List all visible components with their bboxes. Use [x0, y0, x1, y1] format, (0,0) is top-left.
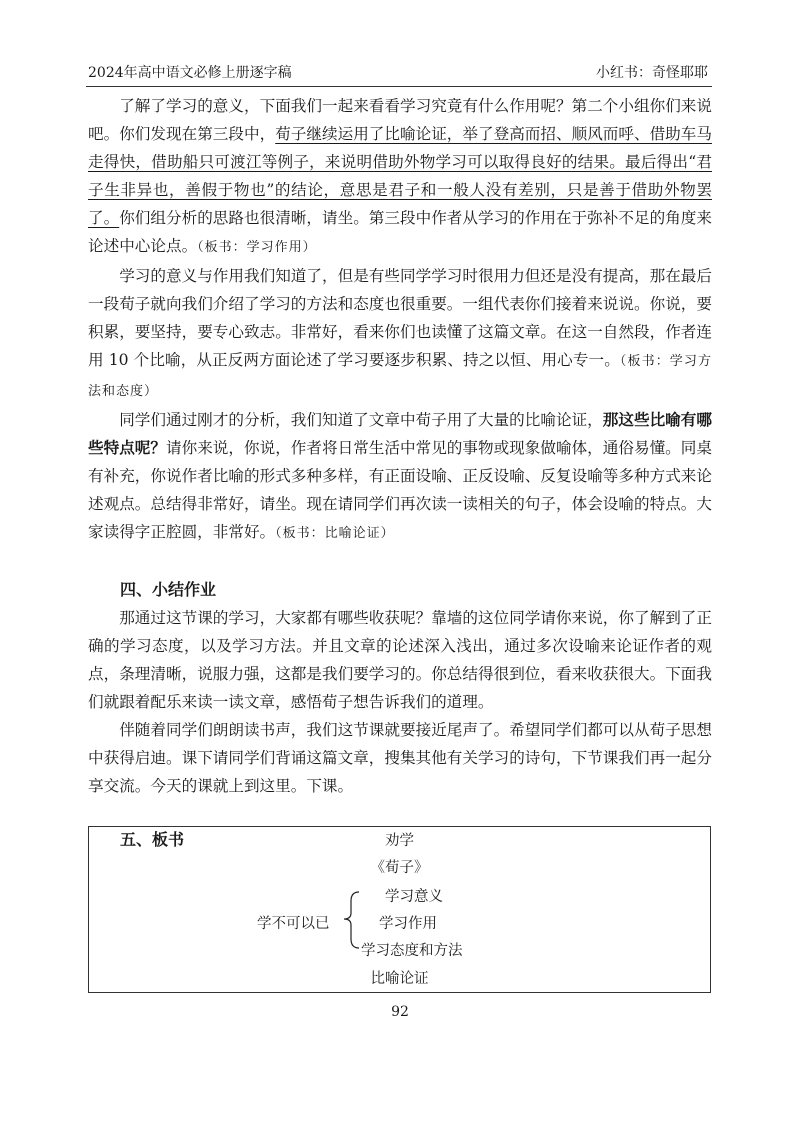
- bold-question: 那这些比喻有哪些特点呢？: [88, 410, 712, 457]
- paragraph-summary: 那通过这节课的学习，大家都有哪些收获呢？靠墙的这位同学请你来说，你了解到了正确的学习态度，以及学习方法。并且文章的论述深入浅出，通过多次设喻来论证作者的观点，条理清晰，说服力强，这都是我们要学习的。你总结得很到位，看来收获很大。下面我们就跟着配乐来读一读文章，感悟荀子想告诉我们的道理。: [88, 609, 712, 711]
- board-note: （板书：比喻论证）: [275, 526, 395, 541]
- section-heading-board: 五、板书: [120, 830, 185, 849]
- board-author: 《荀子》: [370, 860, 429, 876]
- board-note: （板书：学习作用）: [197, 240, 317, 255]
- page-number: 92: [391, 1004, 409, 1020]
- paragraph-metaphor: 同学们通过刚才的分析，我们知道了文章中荀子用了大量的比喻论证，那这些比喻有哪些特点呢？请你来说，你说，作者将日常生活中常见的事物或现象做喻体，通俗易懂。同桌有补充，你说作者比喻的形式多种多样，有正面设喻、正反设喻、反复设喻等多种方式来论述观点。总结得非常好，请坐。现在请同学们再次读一读相关的句子，体会设喻的特点。大家读得字正腔圆，非常好。（板书：比喻论证）: [88, 410, 712, 541]
- blackboard-outline: [88, 826, 711, 993]
- board-item-meaning: 学习意义: [385, 889, 443, 905]
- section-heading-summary: 四、小结作业: [120, 580, 217, 599]
- board-item-method: 学习态度和方法: [361, 943, 463, 959]
- main-content: [88, 92, 712, 854]
- header-source: 小红书：奇怪耶耶: [596, 65, 708, 81]
- board-thesis: 学不可以已: [257, 916, 330, 932]
- header-title: 2024年高中语文必修上册逐字稿: [88, 65, 292, 81]
- underlined-text: 荀子继续运用了比喻论证，举了登高而招、顺风而呼、借助车马走得快，借助船只可渡江等例子，来说明借助外物学习可以取得良好的结果。最后得出“君子生非异也，善假于物也”的结论，意思是君子和一般人没有差别，只是善于借助外物罢了。: [88, 125, 712, 227]
- paragraph-method: 学习的意义与作用我们知道了，但是有些同学学习时很用力但还是没有提高，那在最后一段荀子就向我们介绍了学习的方法和态度也很重要。一组代表你们接着来说说。你说，要积累，要坚持，要专心致志。非常好，看来你们也读懂了这篇文章。在这一自然段，作者连用 10 个比喻，从正反两方面论述了学习要逐步积累、持之以恒、用心专一。（板书：学习方法和态度）: [88, 267, 712, 399]
- board-item-function: 学习作用: [379, 916, 437, 932]
- paragraph-function: 了解了学习的意义，下面我们一起来看看学习究竟有什么作用呢？第二个小组你们来说吧。你们发现在第三段中，荀子继续运用了比喻论证，举了登高而招、顺风而呼、借助车马走得快，借助船只可渡江等例子，来说明借助外物学习可以取得良好的结果。最后得出“君子生非异也，善假于物也”的结论，意思是君子和一般人没有差别，只是善于借助外物罢了。你们组分析的思路也很清晰，请坐。第三段中作者从学习的作用在于弥补不足的角度来论述中心论点。（板书：学习作用）: [88, 97, 712, 255]
- paragraph-closing: 伴随着同学们朗朗读书声，我们这节课就要接近尾声了。希望同学们都可以从荀子思想中获得启迪。课下请同学们背诵这篇文章，搜集其他有关学习的诗句，下节课我们再一起分享交流。今天的课就上到这里。下课。: [88, 721, 712, 795]
- board-title: 劝学: [385, 833, 414, 849]
- header-divider: [86, 86, 712, 87]
- board-bottom: 比喻论证: [370, 971, 429, 987]
- board-note: （板书：学习方法和态度）: [88, 354, 712, 399]
